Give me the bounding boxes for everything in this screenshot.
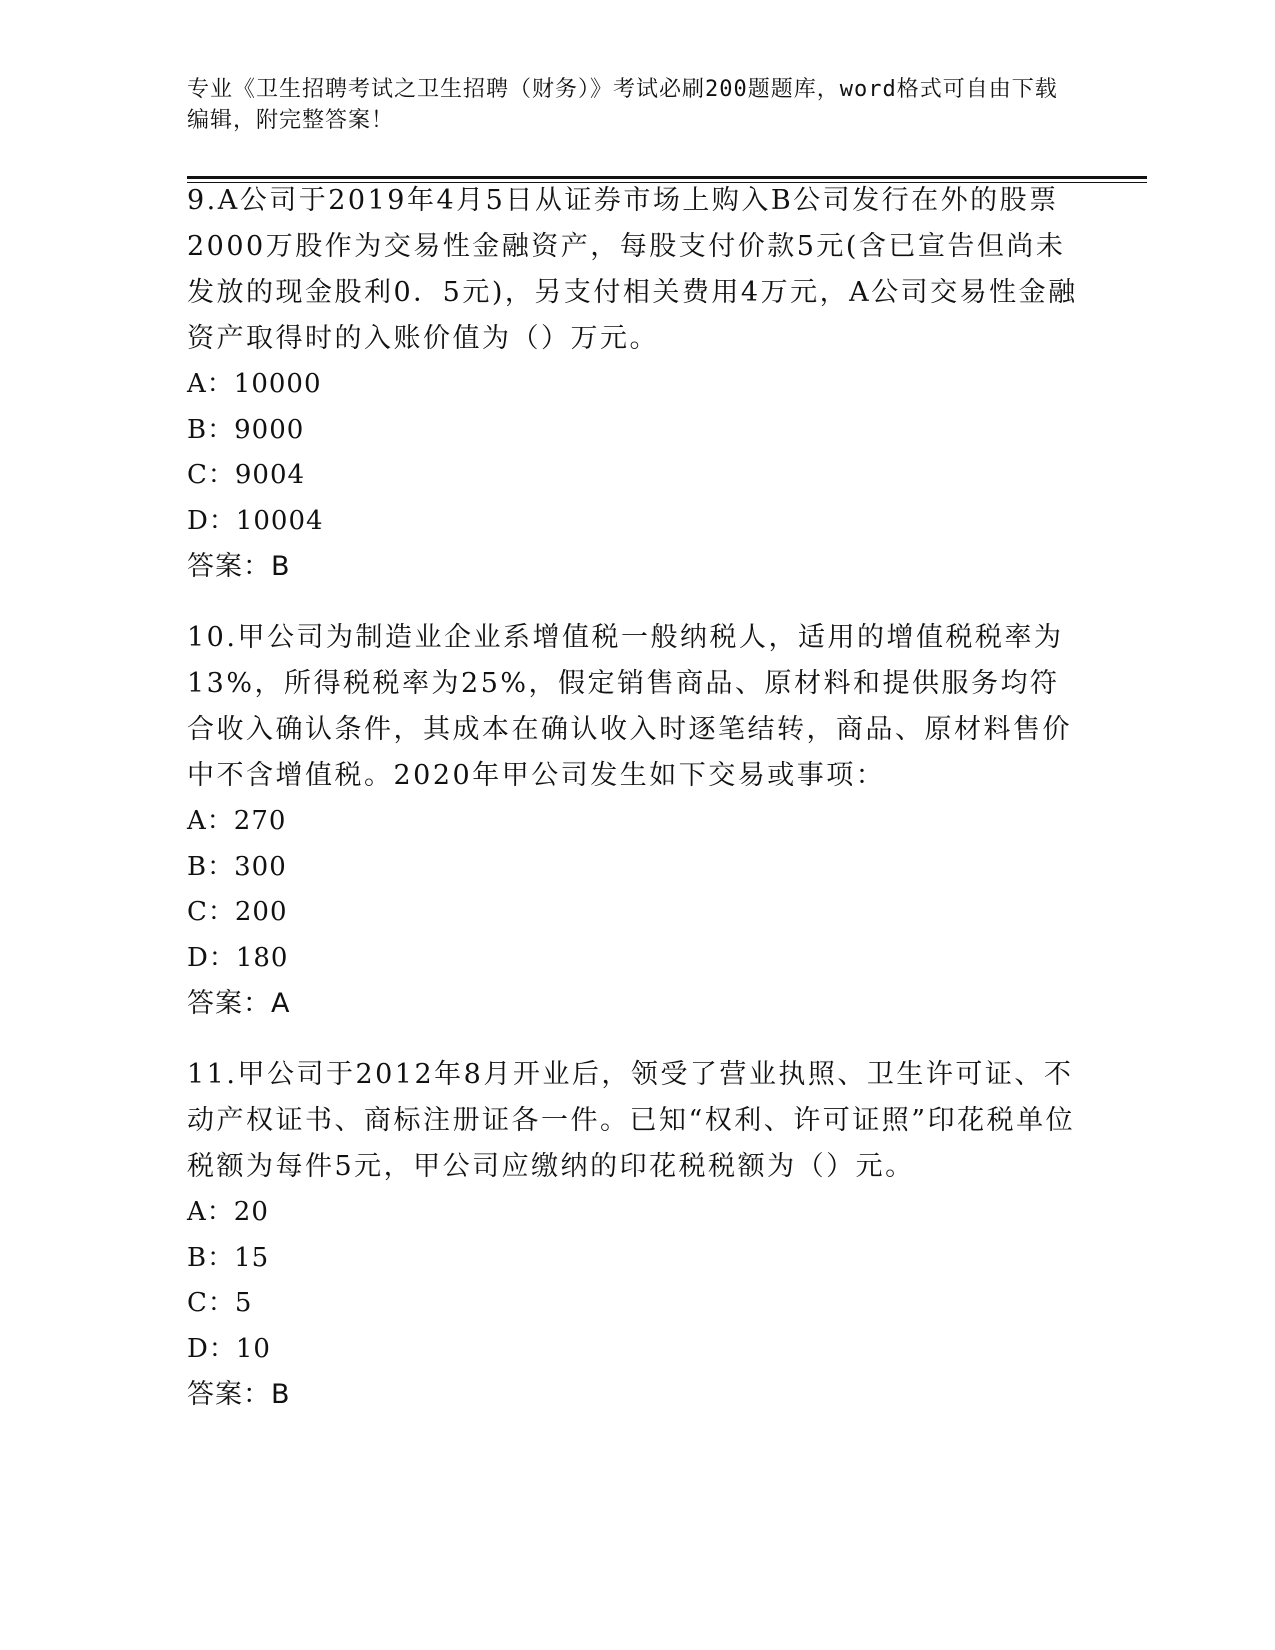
answer-line: 答案：A: [187, 988, 291, 1019]
option-list: [187, 1190, 1087, 1372]
question-stem: 11.甲公司于2012年8月开业后，领受了营业执照、卫生许可证、不动产权证书、商标注册证各一件。已知“权利、许可证照”印花税单位税额为每件5元，甲公司应缴纳的印花税税额为（）元。: [187, 1059, 1076, 1182]
question-9: [187, 178, 1087, 590]
option-list: [187, 362, 1087, 544]
question-11: [187, 1052, 1087, 1418]
option-list: [187, 799, 1087, 981]
document-header: 专业《卫生招聘考试之卫生招聘（财务）》考试必刷200题题库，word格式可自由下载编辑，附完整答案！: [187, 77, 1058, 133]
option-b: B：300: [187, 851, 287, 882]
answer-line: 答案：B: [187, 1379, 291, 1410]
option-c: C：5: [187, 1288, 253, 1318]
question-10: [187, 615, 1087, 1027]
option-a: A：270: [187, 806, 287, 836]
question-stem: 10.甲公司为制造业企业系增值税一般纳税人，适用的增值税税率为13%，所得税税率为25%，假定销售商品、原材料和提供服务均符合收入确认条件，其成本在确认收入时逐笔结转，商品、原材料售价中不含增值税。2020年甲公司发生如下交易或事项：: [187, 622, 1072, 791]
question-stem: 9.A公司于2019年4月5日从证券市场上购入B公司发行在外的股票2000万股作为交易性金融资产，每股支付价款5元(含已宣告但尚未发放的现金股利0．5元)，另支付相关费用4万元，A公司交易性金融资产取得时的入账价值为（）万元。: [187, 185, 1078, 354]
option-d: D：180: [187, 942, 289, 973]
option-d: D：10004: [187, 505, 324, 536]
option-b: B：15: [187, 1242, 270, 1273]
option-a: A：20: [187, 1197, 269, 1227]
option-c: C：9004: [187, 460, 306, 490]
answer-line: 答案：B: [187, 551, 291, 582]
option-c: C：200: [187, 897, 288, 927]
option-b: B：9000: [187, 414, 305, 445]
option-a: A：10000: [187, 369, 322, 399]
option-d: D：10: [187, 1333, 271, 1364]
